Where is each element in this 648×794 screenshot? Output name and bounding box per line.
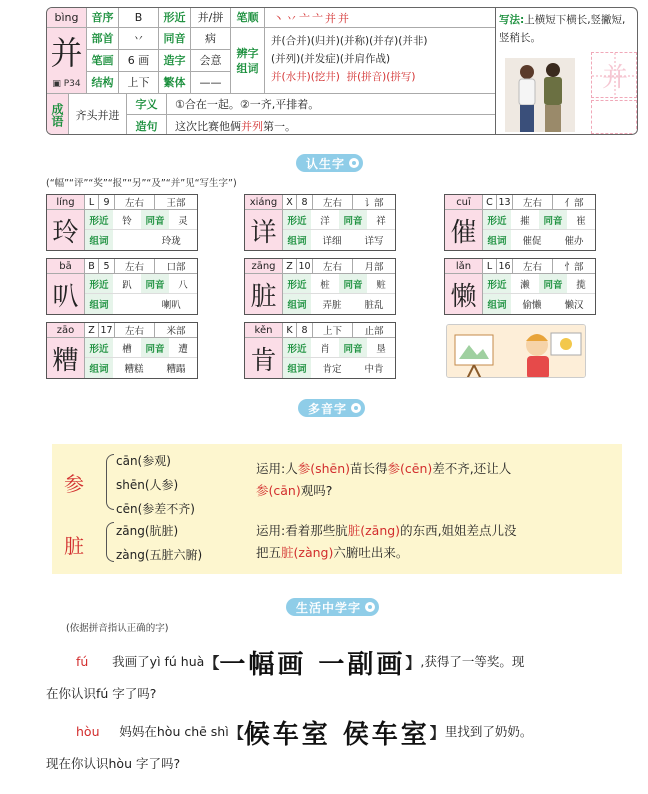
card-label-zuci: 组词 — [483, 294, 511, 314]
char-card-4 — [244, 258, 396, 315]
usage-can — [256, 458, 616, 502]
badge-dot-icon — [349, 401, 363, 415]
card-similar: 摧 — [520, 215, 530, 227]
label-bianzi: 辨字 — [236, 46, 259, 60]
card-row-similar — [483, 210, 595, 230]
card-character: 详 — [245, 210, 283, 250]
value-xingjin: 并/拼 — [191, 8, 231, 28]
option-can-1: cān(参观) — [116, 454, 171, 468]
card-letter: X — [283, 195, 297, 209]
usage-zang-d: 把五 — [256, 545, 282, 560]
usage-can-d: 参(cēn) — [387, 461, 433, 476]
card-radical: 忄部 — [564, 262, 584, 273]
card-homophone: 垦 — [376, 343, 386, 355]
life-line-1b: 在你认识fú 字了吗? — [46, 686, 157, 701]
card-strokes: 13 — [497, 195, 513, 209]
life-text-1a: 我画了yì fú huà — [112, 654, 205, 669]
label-bishun: 笔顺 — [231, 8, 265, 28]
card-character: 叭 — [47, 274, 85, 314]
card-row-words — [283, 294, 395, 314]
card-similar: 濑 — [520, 279, 530, 291]
value-jiegou: 上下 — [119, 72, 159, 94]
card-letter: L — [85, 195, 99, 209]
card-structure: 左右 — [513, 195, 553, 209]
usage-zang-f: 六腑吐出来。 — [333, 545, 409, 560]
card-homophone: 祥 — [376, 215, 386, 227]
option-zang-1: zāng(肮脏) — [116, 524, 179, 538]
value-zaozi: 会意 — [191, 50, 231, 72]
card-word-2: 催办 — [564, 236, 584, 247]
word-list — [265, 28, 495, 94]
card-label-tongyin: 同音 — [339, 210, 367, 229]
card-character: 肯 — [245, 338, 283, 378]
usage-zang-e: 脏(zàng) — [281, 545, 334, 560]
sentence-post: 第一。 — [263, 119, 296, 133]
usage-zang — [256, 520, 616, 564]
card-meta — [283, 195, 395, 210]
card-label-tongyin: 同音 — [141, 274, 169, 293]
label-chengyu: 成语 — [47, 94, 69, 135]
life-line-2: hòu 妈妈在hòu chē shì【候车室 侯车室】里找到了奶奶。 — [76, 720, 533, 750]
page-ref-text: P34 — [63, 78, 81, 89]
label-bihua: 笔画 — [87, 50, 119, 72]
card-label-tongyin: 同音 — [141, 210, 169, 229]
card-word-2: 糟蹋 — [166, 364, 186, 375]
card-pinyin: líng — [47, 195, 85, 210]
card-meta — [85, 195, 197, 210]
section-renshengzi — [296, 154, 363, 172]
card-pinyin: zāng — [245, 259, 283, 274]
card-label-zuci: 组词 — [283, 358, 311, 378]
card-pinyin: zāo — [47, 323, 85, 338]
card-row-similar — [483, 274, 595, 294]
char-card-2 — [444, 194, 596, 251]
card-homophone: 遭 — [178, 343, 188, 355]
card-similar: 肖 — [320, 343, 330, 355]
card-pinyin: lǎn — [445, 259, 483, 274]
section-duoyinzi — [298, 399, 365, 417]
card-word-2: 玲珑 — [161, 236, 181, 247]
idiom: 齐头并进 — [69, 94, 127, 135]
writing-grid — [591, 52, 637, 98]
usage-zang-c: 的东西,姐姐差点儿没 — [400, 523, 517, 538]
card-row-words — [483, 294, 595, 314]
card-meta — [283, 259, 395, 274]
card-word-2: 脏乱 — [364, 300, 384, 311]
card-letter: C — [483, 195, 497, 209]
polyphone-box — [52, 444, 622, 574]
sentence-row — [127, 115, 495, 135]
label-xingjin: 形近 — [159, 8, 191, 28]
card-meta — [483, 259, 595, 274]
words-line-3 — [271, 68, 489, 86]
section-shenghuo-label: 生活中学字 — [296, 600, 362, 615]
card-label-zuci: 组词 — [283, 230, 311, 250]
life-text-1b: ,获得了一等奖。现 — [420, 654, 525, 669]
card-row-words — [85, 294, 197, 314]
card-character: 懒 — [445, 274, 483, 314]
value-fanti: —— — [191, 72, 231, 94]
value-bihua: 6 画 — [119, 50, 159, 72]
badge-dot-icon — [363, 600, 377, 614]
card-label-xingjin: 形近 — [85, 210, 113, 229]
card-row-words — [85, 230, 197, 250]
card-homophone: 灵 — [178, 215, 188, 227]
card-structure: 左右 — [115, 195, 155, 209]
usage-zang-b: 脏(zāng) — [347, 523, 401, 538]
note-see-write: (“幅”“评”“奖”“报”“另”“及”“并”见“写生字”) — [46, 178, 237, 189]
card-label-xingjin: 形近 — [483, 210, 511, 229]
usage-can-c: 苗长得 — [350, 461, 388, 476]
card-homophone: 崔 — [576, 215, 586, 227]
card-structure: 左右 — [513, 259, 553, 273]
card-word-2: 详写 — [364, 236, 384, 247]
card-word-2: 喇叭 — [161, 300, 181, 311]
pinyin: bìng — [47, 8, 87, 28]
card-label-xingjin: 形近 — [85, 338, 113, 357]
char-card-6 — [46, 322, 198, 379]
card-structure: 左右 — [313, 195, 353, 209]
char-card-3 — [46, 258, 198, 315]
sentence — [167, 118, 296, 134]
label-bushou: 部首 — [87, 28, 119, 50]
card-row-similar — [283, 210, 395, 230]
two-people-photo — [505, 58, 575, 132]
value-tongyin: 病 — [191, 28, 231, 50]
card-strokes: 10 — [297, 259, 313, 273]
card-letter: Z — [283, 259, 297, 273]
char-card-0 — [46, 194, 198, 251]
polyphone-can: 参 — [64, 472, 84, 496]
card-row-similar — [283, 338, 395, 358]
card-pinyin: cuī — [445, 195, 483, 210]
stroke-order: 丶丷亠亠并并 — [265, 8, 495, 28]
card-meta — [283, 323, 395, 338]
usage-can-b: 参(shēn) — [297, 461, 351, 476]
child-painting-illustration — [446, 324, 586, 378]
brace-icon — [106, 454, 114, 510]
sign-fu-hua: 一幅画 一副画 — [219, 650, 406, 680]
words-line-3a: 并(水井)(挖井) — [271, 71, 340, 83]
card-row-similar — [283, 274, 395, 294]
label-zuci: 组词 — [236, 61, 259, 75]
option-can-2: shēn(人参) — [116, 478, 179, 492]
section-shenghuo — [286, 598, 379, 616]
card-row-similar — [85, 210, 197, 230]
char-card-7 — [244, 322, 396, 379]
card-strokes: 17 — [99, 323, 115, 337]
label-jiegou: 结构 — [87, 72, 119, 94]
card-character: 玲 — [47, 210, 85, 250]
life-pinyin-hou: hòu — [76, 724, 100, 739]
card-label-zuci: 组词 — [283, 294, 311, 314]
card-pinyin: xiáng — [245, 195, 283, 210]
usage-can-a: 运用:人 — [256, 461, 298, 476]
note-pinyin-pick: (依据拼音指认正确的字) — [66, 623, 169, 634]
section-duoyinzi-label: 多音字 — [308, 401, 348, 416]
card-row-words — [483, 230, 595, 250]
card-similar: 趴 — [122, 279, 132, 291]
card-radical: 亻部 — [564, 198, 584, 209]
life-line-1: fú 我画了yì fú huà【一幅画 一副画】,获得了一等奖。现 — [76, 650, 525, 680]
card-label-zuci: 组词 — [85, 230, 113, 250]
usage-can-g: 观吗? — [300, 483, 333, 498]
life-line-2b: 现在你认识hòu 字了吗? — [46, 756, 181, 771]
life-text-2a: 妈妈在hòu chē shì — [119, 724, 229, 739]
writing-tip — [499, 11, 634, 47]
card-row-words — [283, 230, 395, 250]
card-strokes: 9 — [99, 195, 115, 209]
badge-dot-icon — [347, 156, 361, 170]
card-radical: 讠部 — [364, 198, 384, 209]
card-row-words — [283, 358, 395, 378]
card-similar: 桩 — [320, 279, 330, 291]
card-similar: 洋 — [320, 215, 330, 227]
card-label-zuci: 组词 — [85, 294, 113, 314]
card-homophone: 八 — [178, 279, 188, 291]
svg-text:并: 并 — [601, 63, 629, 93]
card-label-xingjin: 形近 — [483, 274, 511, 293]
sentence-highlight: 并列 — [241, 119, 263, 133]
card-letter: L — [483, 259, 497, 273]
card-label-xingjin: 形近 — [85, 274, 113, 293]
character-card-bing — [46, 7, 638, 135]
usage-can-f: 参(cān) — [256, 483, 301, 498]
label-zaozi: 造字 — [159, 50, 191, 72]
usage-can-e: 差不齐,还让人 — [432, 461, 512, 476]
card-label-xingjin: 形近 — [283, 274, 311, 293]
card-character: 催 — [445, 210, 483, 250]
card-letter: B — [85, 259, 99, 273]
page-reference: ▣ P34 — [47, 74, 87, 94]
card-word-1: 糟糕 — [124, 364, 144, 375]
card-meta — [85, 259, 197, 274]
life-text-2b: 里找到了奶奶。 — [444, 724, 533, 739]
meaning-row — [127, 94, 495, 115]
option-can-3: cēn(参差不齐) — [116, 502, 195, 516]
card-label-tongyin: 同音 — [539, 210, 567, 229]
tip-text: 上横短下横长,竖撇短,竖稍长。 — [499, 14, 626, 44]
life-pinyin-fu: fú — [76, 654, 89, 669]
label-xiefa: 写法: — [499, 14, 525, 26]
card-letter: K — [283, 323, 297, 337]
option-zang-2: zàng(五脏六腑) — [116, 548, 203, 562]
card-strokes: 5 — [99, 259, 115, 273]
polyphone-zang: 脏 — [64, 534, 84, 558]
card-radical: 米部 — [166, 326, 186, 337]
main-character: 并 — [47, 28, 87, 74]
value-bushou: 丷 — [119, 28, 159, 50]
label-ziyi: 字义 — [127, 94, 167, 114]
card-word-1: 肯定 — [322, 364, 342, 375]
card-strokes: 8 — [297, 323, 313, 337]
writing-grid-2 — [591, 100, 637, 134]
card-word-1: 催促 — [522, 236, 542, 247]
card-label-xingjin: 形近 — [283, 338, 311, 357]
card-similar: 槽 — [122, 343, 132, 355]
card-row-similar — [85, 338, 197, 358]
card-label-tongyin: 同音 — [339, 274, 367, 293]
card-character: 脏 — [245, 274, 283, 314]
brace-icon — [106, 522, 114, 562]
card-meta — [483, 195, 595, 210]
words-line-1: 并(合并)(归并)(并称)(并存)(并非) — [271, 35, 428, 47]
card-pinyin: bā — [47, 259, 85, 274]
card-similar: 铃 — [122, 215, 132, 227]
card-homophone: 揽 — [576, 279, 586, 291]
card-label-tongyin: 同音 — [141, 338, 169, 357]
char-card-1 — [244, 194, 396, 251]
card-radical: 月部 — [364, 262, 384, 273]
card-label-zuci: 组词 — [85, 358, 113, 378]
card-meta — [85, 323, 197, 338]
label-zaoju: 造句 — [127, 115, 167, 135]
card-radical: 口部 — [166, 262, 186, 273]
card-homophone: 赃 — [376, 279, 386, 291]
card-word-1: 详细 — [322, 236, 342, 247]
card-label-zuci: 组词 — [483, 230, 511, 250]
sign-hou-che-shi: 候车室 侯车室 — [243, 720, 430, 750]
label-bianzi-zuci — [231, 28, 265, 94]
card-row-similar — [85, 274, 197, 294]
card-word-1: 弄脏 — [322, 300, 342, 311]
card-strokes: 16 — [497, 259, 513, 273]
card-character: 糟 — [47, 338, 85, 378]
card-structure: 左右 — [115, 259, 155, 273]
card-structure: 左右 — [115, 323, 155, 337]
card-radical: 王部 — [166, 198, 186, 209]
sentence-pre: 这次比赛他俩 — [175, 119, 241, 133]
card-word-2: 中肯 — [364, 364, 384, 375]
words-line-3b: 拼(拼音)(拼写) — [346, 71, 416, 83]
card-word-2: 懒汉 — [564, 300, 584, 311]
char-card-5 — [444, 258, 596, 315]
usage-zang-a: 运用:看着那些肮 — [256, 523, 348, 538]
card-word-1: 偷懒 — [522, 300, 542, 311]
card-strokes: 8 — [297, 195, 313, 209]
label-yinxu: 音序 — [87, 8, 119, 28]
card-structure: 左右 — [313, 259, 353, 273]
card-letter: Z — [85, 323, 99, 337]
card-radical: 止部 — [364, 326, 384, 337]
label-fanti: 繁体 — [159, 72, 191, 94]
card-pinyin: kěn — [245, 323, 283, 338]
card-structure: 上下 — [313, 323, 353, 337]
section-renshengzi-label: 认生字 — [306, 156, 346, 171]
words-line-2: (并列)(并发症)(并肩作战) — [271, 53, 391, 65]
label-tongyin: 同音 — [159, 28, 191, 50]
meaning: ①合在一起。②一齐,平排着。 — [175, 98, 320, 111]
card-label-tongyin: 同音 — [339, 338, 367, 357]
value-yinxu: B — [119, 8, 159, 28]
card-label-tongyin: 同音 — [539, 274, 567, 293]
card-row-words — [85, 358, 197, 378]
card-label-xingjin: 形近 — [283, 210, 311, 229]
